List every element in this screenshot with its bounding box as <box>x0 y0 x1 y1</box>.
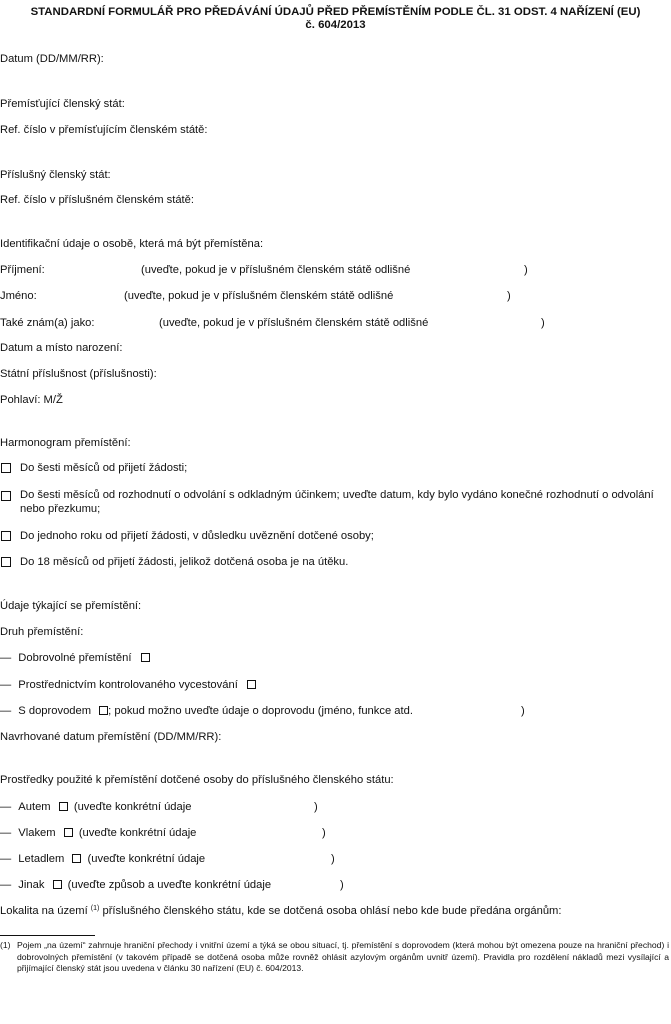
jinak-close-paren: ) <box>340 879 344 891</box>
vlakem-note: (uveďte konkrétní údaje <box>78 827 197 839</box>
checkbox-jinak[interactable] <box>53 880 62 889</box>
jinak-row <box>0 878 271 892</box>
autem-note: (uveďte konkrétní údaje <box>73 801 192 813</box>
checkbox-kontrolovane[interactable] <box>247 680 256 689</box>
lokalita-text-before: Lokalita na území <box>0 905 88 917</box>
druh-premisteni-label: Druh přemístění: <box>0 626 84 638</box>
lokalita-label <box>0 904 561 918</box>
letadlem-row <box>0 852 205 866</box>
footnote-number: (1) <box>0 940 11 950</box>
dash: — <box>0 652 12 664</box>
footnote-text: Pojem „na území“ zahrnuje hraniční přechody i vnitřní území a týká se obou situací, tj. přemístění s doprovodem (která mohou být omezena pouze na hraniční přechod) i dobrovolných přemístění (v takovém případě se dotčená osoba může rovněž ohlásit azylovým orgánům uvnitř území). Pravidla pro rozdělení nákladů mezi vysílající a přijímající členský stát jsou uvedena v článku 30 nařízení (EU) č. 604/2013. <box>17 940 669 973</box>
form-title <box>0 6 671 31</box>
identifikacni-udaje-heading: Identifikační údaje o osobě, která má být přemístěna: <box>0 238 264 250</box>
option-label: Do 18 měsíců od přijetí žádosti, jelikož dotčená osoba je na útěku. <box>20 556 349 568</box>
datum-misto-label: Datum a místo narození: <box>0 342 123 354</box>
prijmeni-close-paren: ) <box>524 264 528 276</box>
doprovod-note: ; pokud možno uveďte údaje o doprovodu (jméno, funkce atd. <box>108 705 413 717</box>
pohlavi-label: Pohlaví: M/Ž <box>0 394 63 406</box>
checkbox-vlakem[interactable] <box>64 828 73 837</box>
kontrolovane-label: Prostřednictvím kontrolovaného vycestování <box>18 679 238 691</box>
autem-row <box>0 800 191 814</box>
checkbox-letadlem[interactable] <box>72 854 81 863</box>
letadlem-note: (uveďte konkrétní údaje <box>87 853 206 865</box>
option-label: Do šesti měsíců od přijetí žádosti; <box>20 462 188 474</box>
option-label: Do šesti měsíců od rozhodnutí o odvolání s odkladným účinkem; uveďte datum, kdy bylo vydáno konečné rozhodnutí o odvolání nebo přezkumu; <box>20 489 654 515</box>
prijmeni-note: (uveďte, pokud je v příslušném členském státě odlišné <box>141 264 411 276</box>
letadlem-close-paren: ) <box>331 853 335 865</box>
dash: — <box>0 853 12 865</box>
checkbox-autem[interactable] <box>59 802 68 811</box>
checkbox-doprovod[interactable] <box>99 706 108 715</box>
doprovod-close-paren: ) <box>521 705 525 717</box>
checkbox-18-mesicu[interactable] <box>1 557 11 567</box>
jmeno-close-paren: ) <box>507 290 511 302</box>
dash: — <box>0 827 12 839</box>
checkbox-sest-mesicu[interactable] <box>1 463 11 473</box>
autem-close-paren: ) <box>314 801 318 813</box>
form-title-line2: č. 604/2013 <box>305 18 366 31</box>
checkbox-jeden-rok[interactable] <box>1 531 11 541</box>
option-label: Do jednoho roku od přijetí žádosti, v důsledku uvěznění dotčené osoby; <box>20 530 374 542</box>
letadlem-label: Letadlem <box>18 853 65 865</box>
doprovod-label: S doprovodem <box>18 705 92 717</box>
prislusny-stat-label: Příslušný členský stát: <box>0 169 111 181</box>
dash: — <box>0 879 12 891</box>
dobrovolne-label: Dobrovolné přemístění <box>18 652 132 664</box>
dash: — <box>0 679 12 691</box>
jinak-note: (uveďte způsob a uveďte konkrétní údaje <box>67 879 272 891</box>
autem-label: Autem <box>18 801 51 813</box>
footnote-ref[interactable]: (1) <box>90 905 100 912</box>
dobrovolne-row <box>0 651 150 665</box>
take-znam-close-paren: ) <box>541 317 545 329</box>
doprovod-row <box>0 704 413 718</box>
udaje-heading: Údaje týkající se přemístění: <box>0 600 142 612</box>
statni-prislusnost-label: Státní příslušnost (příslušnosti): <box>0 368 157 380</box>
lokalita-text-after: příslušného členského státu, kde se dotčená osoba ohlásí nebo kde bude předána orgánům: <box>102 905 562 917</box>
checkbox-dobrovolne[interactable] <box>141 653 150 662</box>
vlakem-close-paren: ) <box>322 827 326 839</box>
jmeno-label: Jméno: <box>0 290 37 302</box>
jinak-label: Jinak <box>18 879 45 891</box>
footnote-divider <box>0 935 95 936</box>
kontrolovane-row <box>0 678 256 692</box>
dash: — <box>0 801 12 813</box>
ref-premistujici-label: Ref. číslo v přemísťujícím členském státě: <box>0 124 208 136</box>
navrhovane-datum-label: Navrhované datum přemístění (DD/MM/RR): <box>0 731 222 743</box>
premistujici-stat-label: Přemísťující členský stát: <box>0 98 125 110</box>
checkbox-sest-mesicu-odvolani[interactable] <box>1 491 11 501</box>
vlakem-label: Vlakem <box>18 827 56 839</box>
jmeno-note: (uveďte, pokud je v příslušném členském státě odlišné <box>124 290 394 302</box>
take-znam-note: (uveďte, pokud je v příslušném členském státě odlišné <box>159 317 429 329</box>
datum-label: Datum (DD/MM/RR): <box>0 53 104 65</box>
prijmeni-label: Příjmení: <box>0 264 45 276</box>
harmonogram-heading: Harmonogram přemístění: <box>0 437 131 449</box>
take-znam-label: Také znám(a) jako: <box>0 317 95 329</box>
dash: — <box>0 705 12 717</box>
prostredky-heading: Prostředky použité k přemístění dotčené osoby do příslušného členského státu: <box>0 774 394 786</box>
vlakem-row <box>0 826 196 840</box>
ref-prislusny-label: Ref. číslo v příslušném členském státě: <box>0 194 194 206</box>
form-title-line1: STANDARDNÍ FORMULÁŘ PRO PŘEDÁVÁNÍ ÚDAJŮ PŘED PŘEMÍSTĚNÍM PODLE ČL. 31 ODST. 4 NAŘÍZENÍ (EU) <box>30 6 641 18</box>
